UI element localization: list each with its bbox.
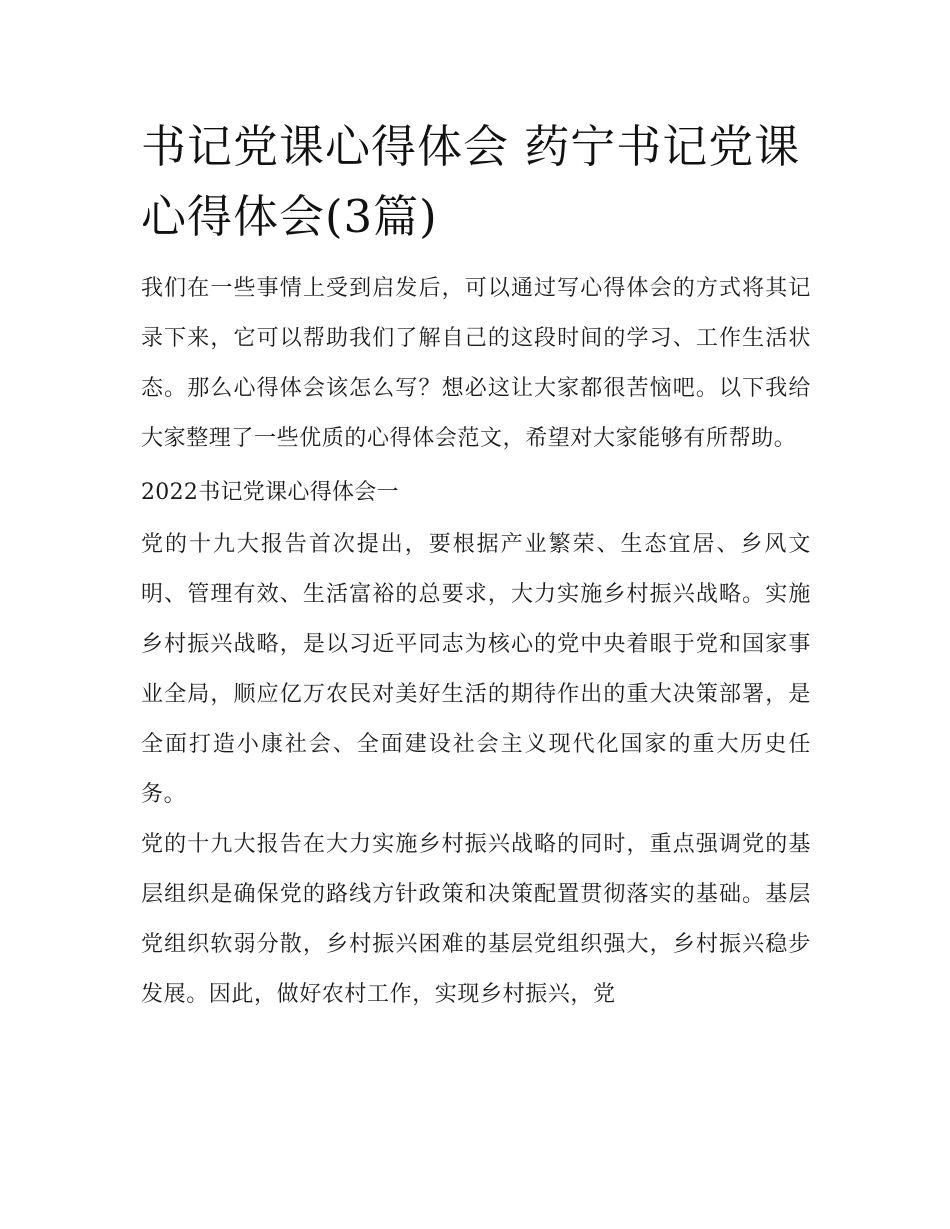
body-paragraph-1: 党的十九大报告首次提出，要根据产业繁荣、生态宜居、乡风文明、管理有效、生活富裕的总要求，大力实施乡村振兴战略。实施乡村振兴战略，是以习近平同志为核心的党中央着眼于党和国家事业全局，顺应亿万农民对美好生活的期待作出的重大决策部署，是全面打造小康社会、全面建设社会主义现代化国家的重大历史任务。 — [141, 532, 811, 807]
document-content — [141, 112, 811, 1020]
body-paragraph-2: 党的十九大报告在大力实施乡村振兴战略的同时，重点强调党的基层组织是确保党的路线方针政策和决策配置贯彻落实的基础。基层党组织软弱分散，乡村振兴困难的基层党组织强大，乡村振兴稳步发展。因此，做好农村工作，实现乡村振兴，党 — [141, 832, 811, 1007]
intro-paragraph: 我们在一些事情上受到启发后，可以通过写心得体会的方式将其记录下来，它可以帮助我们了解自己的这段时间的学习、工作生活状态。那么心得体会该怎么写？想必这让大家都很苦恼吧。以下我给大家整理了一些优质的心得体会范文，希望对大家能够有所帮助。 — [141, 276, 811, 451]
document-title: 书记党课心得体会 药宁书记党课心得体会(3篇) — [141, 120, 801, 243]
section-heading: 2022书记党课心得体会一 — [141, 480, 399, 505]
